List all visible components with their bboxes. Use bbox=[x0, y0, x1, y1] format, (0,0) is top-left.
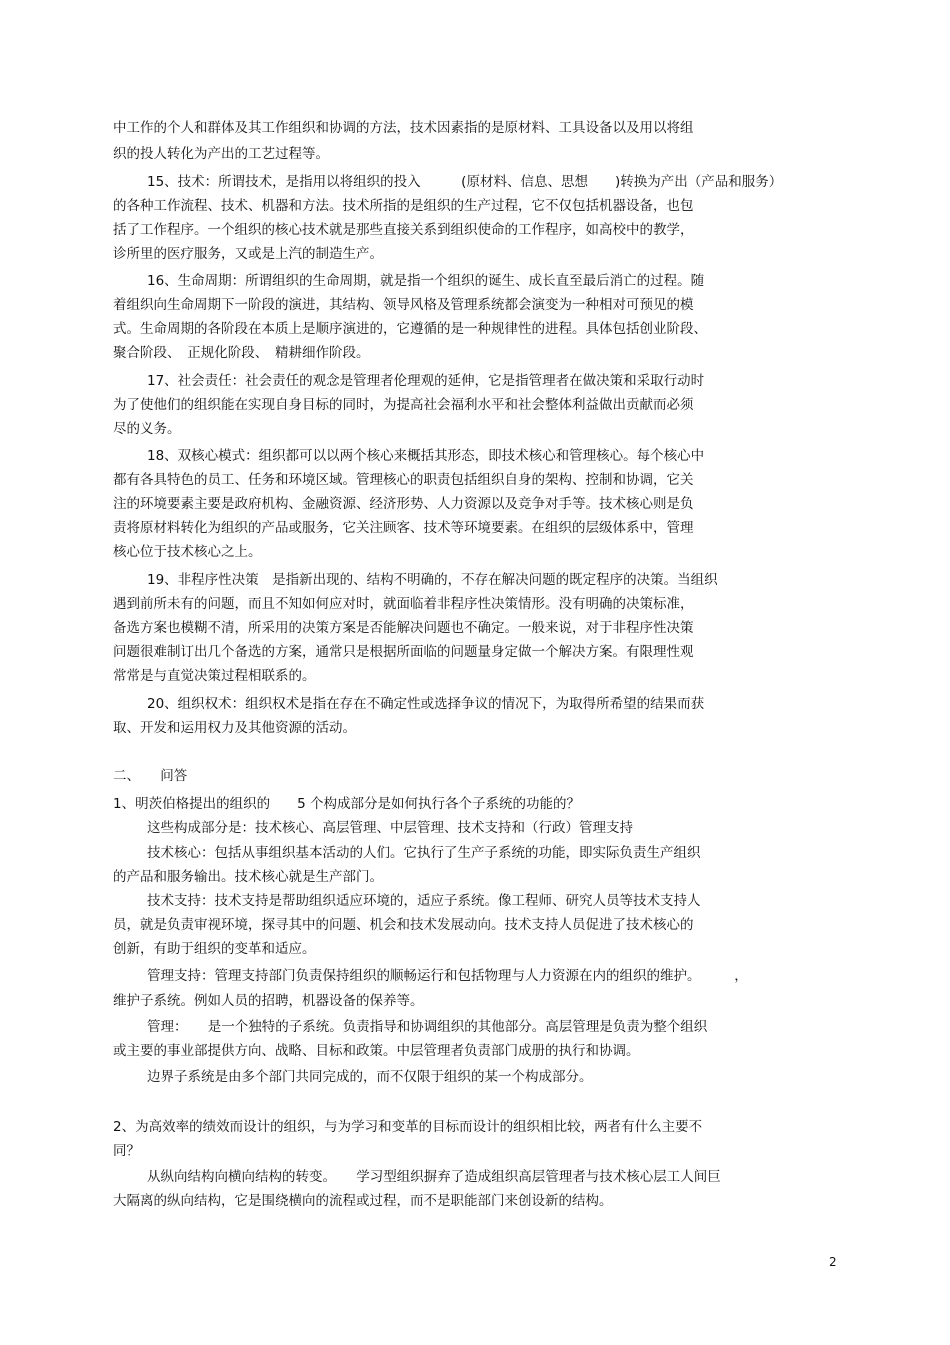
text-line: 都有各具特色的员工、任务和环境区域。管理核心的职责包括组织自身的架构、控制和协调，它关 bbox=[113, 472, 694, 488]
text-line: 织的投人转化为产出的工艺过程等。 bbox=[113, 146, 329, 162]
text-line: 技术核心：包括从事组织基本活动的人们。它执行了生产子系统的功能，即实际负责生产组织 bbox=[147, 845, 701, 861]
text-line: 的各种工作流程、技术、机器和方法。技术所指的是组织的生产过程，它不仅包括机器设备，也包 bbox=[113, 198, 694, 214]
text-line: 为了使他们的组织能在实现自身目标的同时，为提高社会福利水平和社会整体利益做出贡献而必须 bbox=[113, 397, 694, 413]
text-line: 维护子系统。例如人员的招聘，机器设备的保养等。 bbox=[113, 993, 424, 1009]
text-line: 取、开发和运用权力及其他资源的活动。 bbox=[113, 720, 356, 736]
text-line: 括了工作程序。一个组织的核心技术就是那些直接关系到组织使命的工作程序，如高校中的教学， bbox=[113, 222, 694, 238]
text-line: 责将原材料转化为组织的产品或服务，它关注顾客、技术等环境要素。在组织的层级体系中，管理 bbox=[113, 520, 694, 536]
text-line: 15、技术：所谓技术，是指用以将组织的投入 (原材料、信息、思想 )转换为产出（产品和服务） bbox=[147, 174, 783, 190]
text-line: 或主要的事业部提供方向、战略、目标和政策。中层管理者负责部门成册的执行和协调。 bbox=[113, 1043, 640, 1059]
text-line: 16、生命周期：所谓组织的生命周期，就是指一个组织的诞生、成长直至最后消亡的过程。随 bbox=[147, 273, 705, 289]
text-line: 聚合阶段、 正规化阶段、 精耕细作阶段。 bbox=[113, 345, 370, 361]
text-line: 20、组织权术：组织权术是指在存在不确定性或选择争议的情况下，为取得所希望的结果而获 bbox=[147, 696, 705, 712]
text-line: 注的环境要素主要是政府机构、金融资源、经济形势、人力资源以及竞争对手等。技术核心则是负 bbox=[113, 496, 694, 512]
text-line: 核心位于技术核心之上。 bbox=[113, 544, 262, 560]
text-line: 创新，有助于组织的变革和适应。 bbox=[113, 941, 316, 957]
text-line: 管理： 是一个独特的子系统。负责指导和协调组织的其他部分。高层管理是负责为整个组织 bbox=[147, 1019, 708, 1035]
text-line: 中工作的个人和群体及其工作组织和协调的方法，技术因素指的是原材料、工具设备以及用以将组 bbox=[113, 120, 694, 136]
text-line: 同？ bbox=[113, 1143, 140, 1159]
text-line: 备选方案也模糊不清，所采用的决策方案是否能解决问题也不确定。一般来说，对于非程序性决策 bbox=[113, 620, 694, 636]
text-line: 遇到前所未有的问题，而且不知如何应对时，就面临着非程序性决策情形。没有明确的决策标准， bbox=[113, 596, 694, 612]
text-line: 2、为高效率的绩效而设计的组织，与为学习和变革的目标而设计的组织相比较，两者有什么主要不 bbox=[113, 1119, 703, 1135]
text-line: 这些构成部分是：技术核心、高层管理、中层管理、技术支持和（行政）管理支持 bbox=[147, 820, 633, 836]
text-line: 式。生命周期的各阶段在本质上是顺序演进的，它遵循的是一种规律性的进程。具体包括创业阶段、 bbox=[113, 321, 707, 337]
text-line: 边界子系统是由多个部门共同完成的，而不仅限于组织的某一个构成部分。 bbox=[147, 1069, 593, 1085]
text-line: 1、明茨伯格提出的组织的 5 个构成部分是如何执行各个子系统的功能的？ bbox=[113, 796, 580, 812]
text-line: 17、社会责任：社会责任的观念是管理者伦理观的延伸，它是指管理者在做决策和采取行动时 bbox=[147, 373, 705, 389]
text-line: 从纵向结构向横向结构的转变。 学习型组织摒弃了造成组织高层管理者与技术核心层工人间巨 bbox=[147, 1169, 721, 1185]
text-line: 技术支持：技术支持是帮助组织适应环境的，适应子系统。像工程师、研究人员等技术支持人 bbox=[147, 893, 701, 909]
text-line: 尽的义务。 bbox=[113, 421, 181, 437]
text-line: 二、 问答 bbox=[113, 768, 188, 784]
text-line: 常常是与直觉决策过程相联系的。 bbox=[113, 668, 316, 684]
text-line: 管理支持：管理支持部门负责保持组织的顺畅运行和包括物理与人力资源在内的组织的维护。 ， bbox=[147, 968, 748, 984]
page-number: 2 bbox=[829, 1255, 837, 1269]
text-line: 18、双核心模式：组织都可以以两个核心来概括其形态，即技术核心和管理核心。每个核心中 bbox=[147, 448, 705, 464]
text-line: 着组织向生命周期下一阶段的演进，其结构、领导风格及管理系统都会演变为一种相对可预见的模 bbox=[113, 297, 694, 313]
text-line: 问题很难制订出几个备选的方案，通常只是根据所面临的问题量身定做一个解决方案。有限理性观 bbox=[113, 644, 694, 660]
text-line: 诊所里的医疗服务，又或是上汽的制造生产。 bbox=[113, 246, 383, 262]
text-line: 的产品和服务输出。技术核心就是生产部门。 bbox=[113, 869, 383, 885]
text-line: 19、非程序性决策 是指新出现的、结构不明确的，不存在解决问题的既定程序的决策。当组织 bbox=[147, 572, 718, 588]
text-line: 大隔离的纵向结构，它是围绕横向的流程或过程，而不是职能部门来创设新的结构。 bbox=[113, 1193, 613, 1209]
text-line: 员，就是负责审视环境，探寻其中的问题、机会和技术发展动向。技术支持人员促进了技术核心的 bbox=[113, 917, 694, 933]
